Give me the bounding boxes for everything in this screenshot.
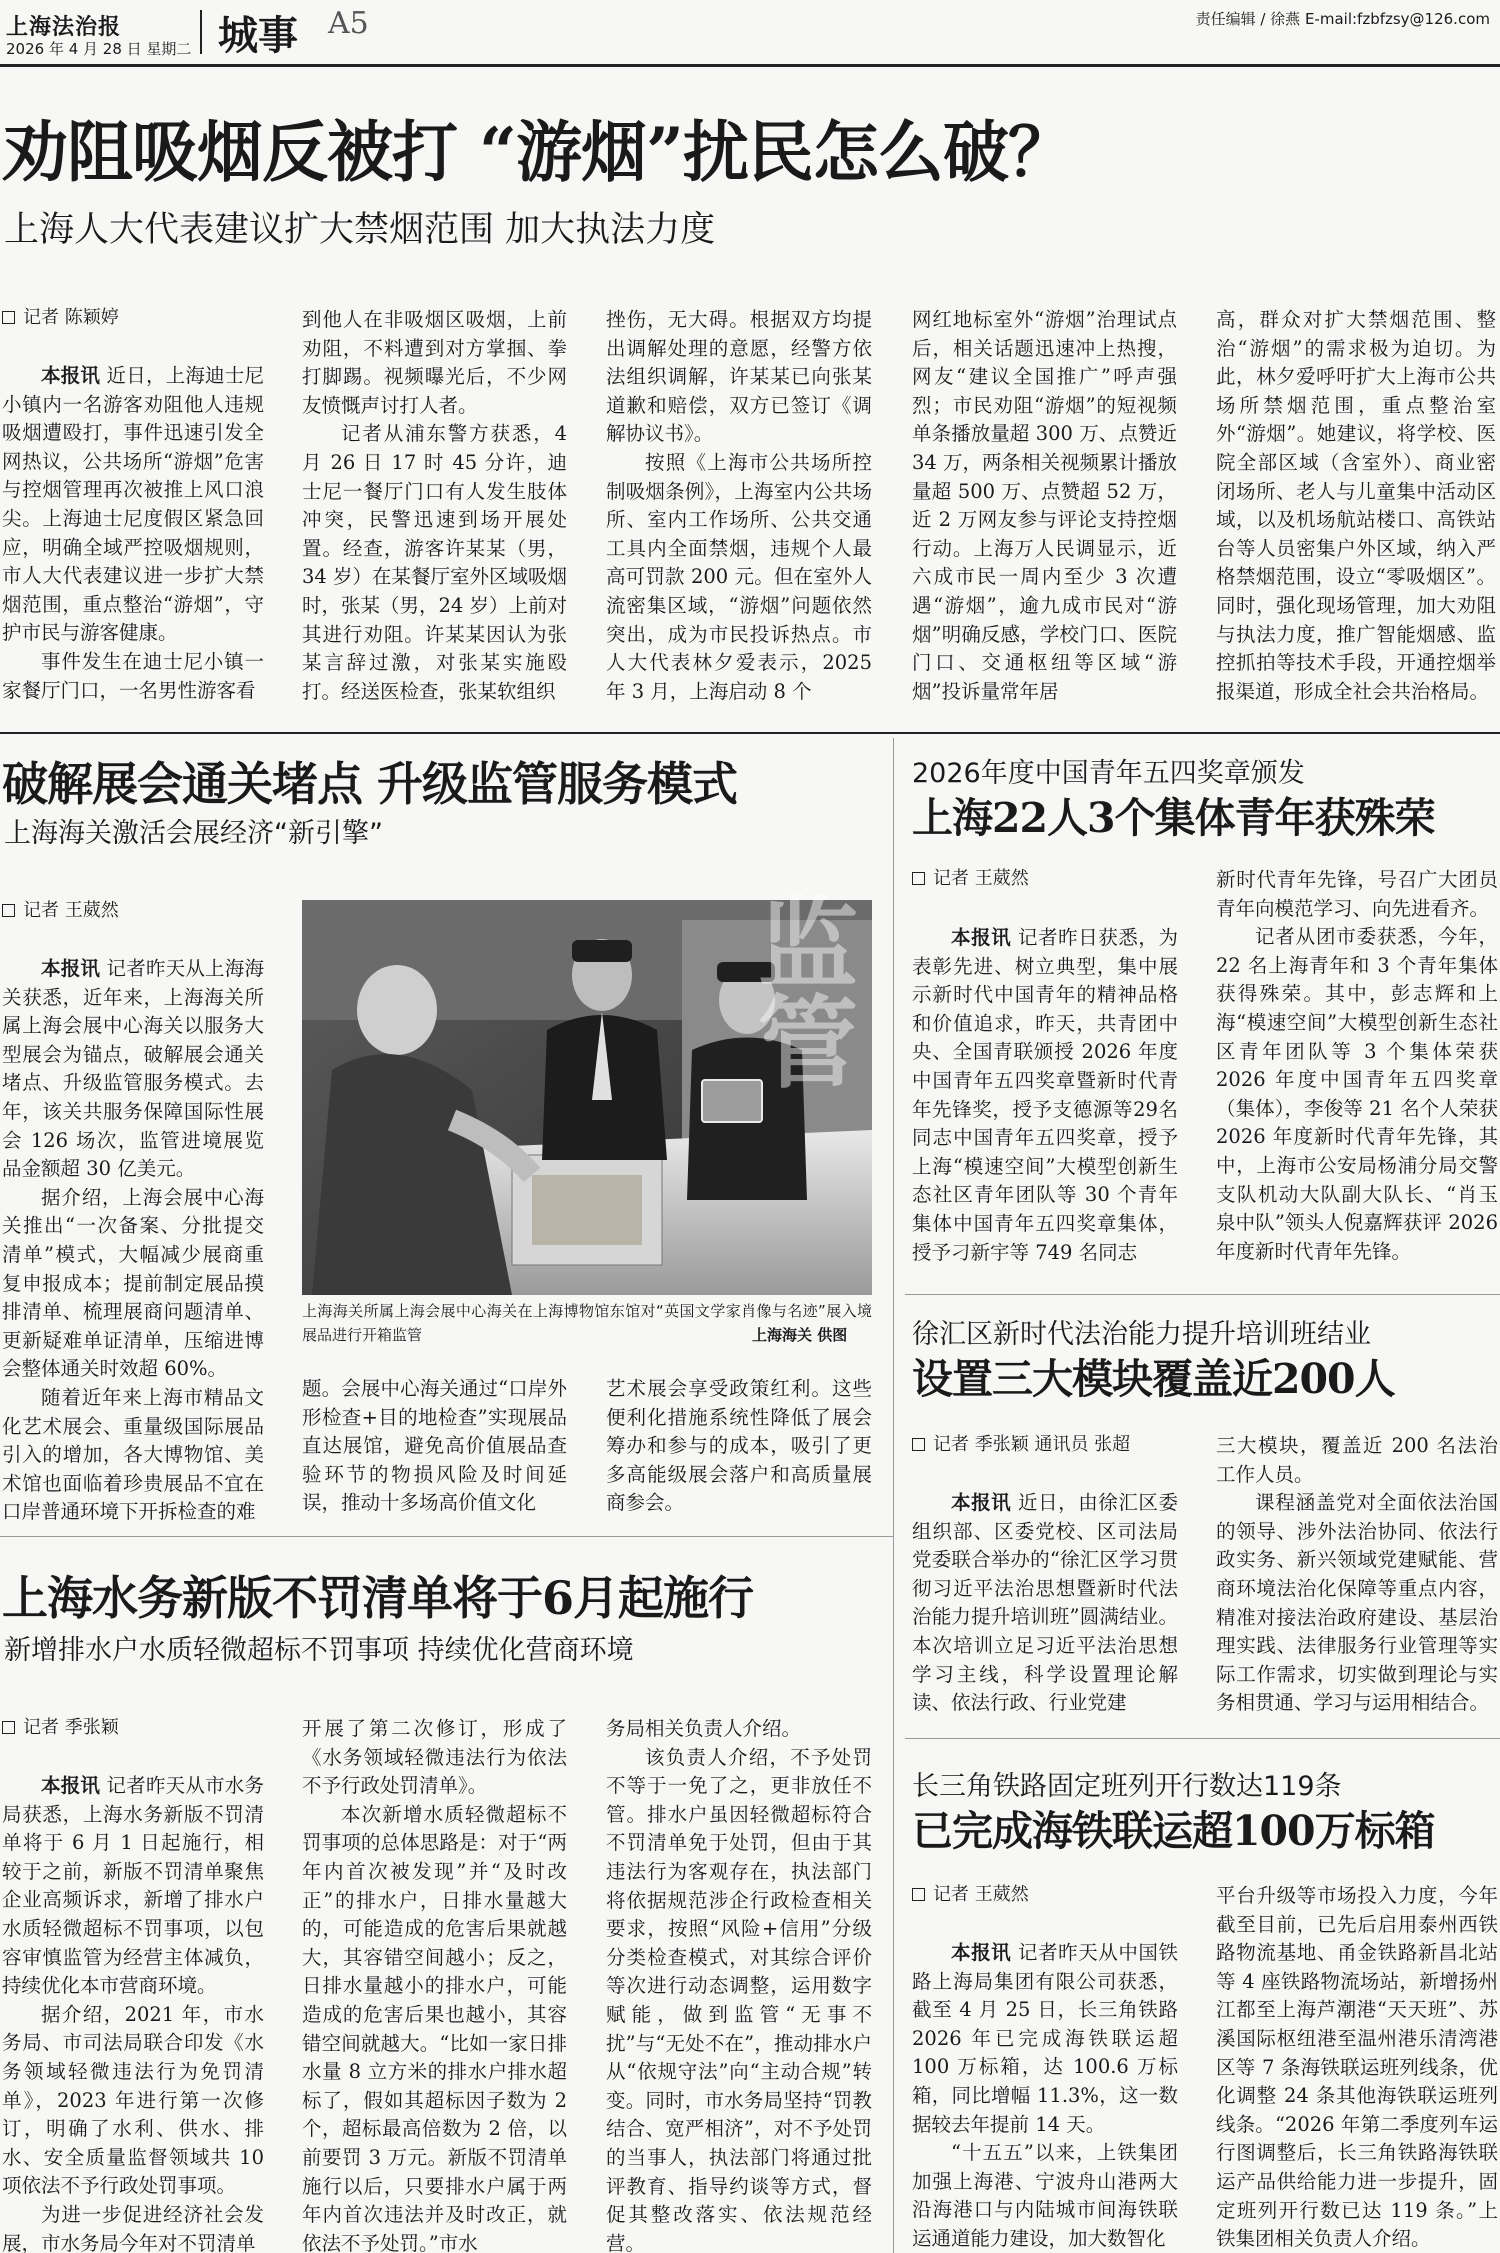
a1-byline: 记者 陈颖婷 xyxy=(2,305,119,331)
a3-bottom-rule xyxy=(905,1294,1500,1295)
a3-byline: 记者 王葳然 xyxy=(912,866,1029,892)
a5-top-rule xyxy=(0,1536,893,1537)
a6-col-2: 平台升级等市场投入力度，今年截至目前，已先后启用泰州西铁路物流基地、甬金铁路新昌北站等 4 座铁路物流场站，新增扬州江都至上海芦潮港“天天班”、苏溪国际枢纽港至温州港乐清湾港区等 7 条海铁联运班列线条，优化调整 24 条其他海铁联运班列线条。“2026 年第二季度列车运行图调整后，长三角铁路海铁联运产品供给能力进一步提升，固定班列开行数已达 119 条。”上铁集团相关负责人介绍。 xyxy=(1216,1884,1498,2251)
a4-kicker: 徐汇区新时代法治能力提升培训班结业 xyxy=(912,1319,1371,1350)
a1-bottom-rule xyxy=(0,732,1500,734)
masthead-rule xyxy=(0,64,1500,67)
a5-subtitle: 新增排水户水质轻微超标不罚事项 持续优化营商环境 xyxy=(4,1635,634,1666)
a3-title: 上海22人3个集体青年获殊荣 xyxy=(912,794,1435,842)
a2-col-3: 艺术展会享受政策红利。这些便利化措施系统性降低了展会筹办和参与的成本，吸引了更多高能级展会落户和高质量展商参会。 xyxy=(606,1377,872,1515)
a1-col-1: 本报讯 近日，上海迪士尼小镇内一名游客劝阻他人违规吸烟遭殴打，事件迅速引发全网热议，公共场所“游烟”危害与控烟管理再次被推上风口浪尖。上海迪士尼度假区紧急回应，明确全域严控吸烟规则，市人大代表建议进一步扩大禁烟范围，重点整治“游烟”，守护市民与游客健康。 事件发生在迪士尼小镇一家餐厅门口，一名男性游客看 xyxy=(2,364,264,702)
a5-byline: 记者 季张颖 xyxy=(2,1715,119,1741)
a4-col-1: 本报讯 近日，由徐汇区委组织部、区委党校、区司法局党委联合举办的“徐汇区学习贯彻习近平法治思想暨新时代法治能力提升培训班”圆满结业。本次培训立足习近平法治思想学习主线，科学设置理论解读、依法行政、行业党建 xyxy=(912,1491,1178,1715)
a3-col-2: 新时代青年先锋，号召广大团员青年向模范学习、向先进看齐。 记者从团市委获悉，今年，22 名上海青年和 3 个青年集体获得殊荣。其中，彭志辉和上海“模速空间”大模型创新生态社区青年团队等 3 个集体荣获 2026 年度中国青年五四奖章（集体），李俊等 21 名个人荣获 2026 年度新时代青年先锋，其中，上海市公安局杨浦分局交警支队机动大队副大队长、“肖玉泉中队”领头人倪嘉辉获评 2026 年度新时代青年先锋。 xyxy=(1216,868,1498,1263)
a6-byline: 记者 王葳然 xyxy=(912,1882,1029,1908)
a6-title: 已完成海铁联运超100万标箱 xyxy=(912,1807,1435,1855)
photo-caption: 上海海关所属上海会展中心海关在上海博物馆东馆对“英国文学家肖像与名迹”展入境展品进行开箱监管 xyxy=(302,1302,872,1344)
a1-subtitle: 上海人大代表建议扩大禁烟范围 加大执法力度 xyxy=(4,210,716,250)
a5-col-2: 开展了第二次修订，形成了《水务领域轻微违法行为依法不予行政处罚清单》。 本次新增水质轻微超标不罚事项的总体思路是：对于“两年内首次被发现”并“及时改正”的排水户，日排水量越大的，可能造成的危害后果就越大，其容错空间越小；反之，日排水量越小的排水户，可能造成的危害后果也越小，其容错空间就越大。“比如一家日排水量 8 立方米的排水户排水超标了，假如其超标因子数为 2 个，超标最高倍数为 2 倍，以前要罚 3 万元。新版不罚清单施行以后，只要排水户属于两年内首次违法并及时改正，就依法不予处罚。”市水 xyxy=(302,1717,567,2253)
a5-col-1: 本报讯 记者昨天从市水务局获悉，上海水务新版不罚清单将于 6 月 1 日起施行，相较于之前，新版不罚清单聚焦企业高频诉求，新增了排水户水质轻微超标不罚事项，以包容审慎监管为经营主体减负，持续优化本市营商环境。 据介绍，2021 年，市水务局、市司法局联合印发《水务领域轻微违法行为免罚清单》，2023 年进行第一次修订，明确了水利、供水、排水、安全质量监督领域共 10 项依法不予行政处罚事项。 为进一步促进经济社会发展，市水务局今年对不罚清单 xyxy=(2,1774,264,2253)
section-name: 城事 xyxy=(218,12,298,59)
editor-info: 责任编辑 / 徐燕 E-mail:fzbfzsy@126.com xyxy=(1195,10,1490,28)
byline-box-icon xyxy=(912,872,925,885)
a2-col-2: 题。会展中心海关通过“口岸外形检查+目的地检查”实现展品直达展馆，避免高价值展品查验环节的物损风险及时间延误，推动十多场高价值文化 xyxy=(302,1377,567,1515)
a1-col-5: 高，群众对扩大禁烟范围、整治“游烟”的需求极为迫切。为此，林夕爱呼吁扩大上海市公共场所禁烟范围，重点整治室外“游烟”。她建议，将学校、医院全部区域（含室外）、商业密闭场所、老人与儿童集中活动区域，以及机场航站楼口、高铁站台等人员密集户外区域，纳入严格禁烟范围，设立“零吸烟区”。同时，强化现场管理，加大劝阻与执法力度，推广智能烟感、监控抓拍等技术手段，开通控烟举报渠道，形成全社会共治格局。 xyxy=(1216,308,1496,703)
a4-byline: 记者 季张颖 通讯员 张超 xyxy=(912,1432,1130,1458)
photo-watermark: 监管 xyxy=(741,890,859,1090)
byline-box-icon xyxy=(2,904,15,917)
masthead-date: 2026 年 4 月 28 日 星期二 xyxy=(6,40,192,58)
a2-title: 破解展会通关堵点 升级监管服务模式 xyxy=(2,757,738,811)
masthead-divider xyxy=(200,10,202,54)
a6-col-1: 本报讯 记者昨天从中国铁路上海局集团有限公司获悉，截至 4 月 25 日，长三角铁路 2026 年已完成海铁联运超 100 万标箱，达 100.6 万标箱，同比增幅 11.3%，这一数据较去年提前 14 天。 “十五五”以来，上铁集团加强上海港、宁波舟山港两大沿海港口与内陆城市间海铁联运通道能力建设，加大数智化 xyxy=(912,1941,1178,2250)
a2-col-1: 本报讯 记者昨天从上海海关获悉，近年来，上海海关所属上海会展中心海关以服务大型展会为锚点，破解展会通关堵点、升级监管服务模式。去年，该关共服务保障国际性展会 126 场次，监管进境展览品金额超 30 亿美元。 据介绍，上海会展中心海关推出“一次备案、分批提交清单”模式，大幅减少展商重复申报成本；提前制定展品摸排清单、梳理展商问题清单、更新疑难单证清单，压缩进博会整体通关时效超 60%。 随着近年来上海市精品文化艺术展会、重量级国际展品引入的增加，各大博物馆、美术馆也面临着珍贵展品不宜在口岸普通环境下开拆检查的难 xyxy=(2,957,264,1524)
photo-credit: 上海海关 供图 xyxy=(752,1326,848,1344)
a3-col-1: 本报讯 记者昨日获悉，为表彰先进、树立典型，集中展示新时代中国青年的精神品格和价值追求，昨天，共青团中央、全国青联颁授 2026 年度中国青年五四奖章暨新时代青年先锋奖，授予支德源等29名同志中国青年五四奖章，授予上海“模速空间”大模型创新生态社区青年团队等 30 个青年集体中国青年五四奖章集体，授予刁新宇等 749 名同志 xyxy=(912,926,1178,1264)
masthead-logo: 上海法治报 xyxy=(6,14,122,40)
a1-col-2: 到他人在非吸烟区吸烟，上前劝阻，不料遭到对方掌掴、拳打脚踢。视频曝光后，不少网友愤慨声讨打人者。 记者从浦东警方获悉，4 月 26 日 17 时 45 分许，迪士尼一餐厅门口有人发生肢体冲突，民警迅速到场开展处置。经查，游客许某某（男，34 岁）在某餐厅室外区域吸烟时，张某（男，24 岁）上前对其进行劝阻。许某某因认为张某言辞过激，对张某实施殴打。经送医检查，张某软组织 xyxy=(302,308,568,703)
a1-lead: 本报讯 xyxy=(41,364,101,387)
a2-subtitle: 上海海关激活会展经济“新引擎” xyxy=(4,818,383,849)
a1-col-4: 网红地标室外“游烟”治理试点后，相关话题迅速冲上热搜，网友“建议全国推广”呼声强烈；市民劝阻“游烟”的短视频单条播放量超 300 万、点赞近 34 万，两条相关视频累计播放量超 500 万、点赞超 52 万，近 2 万网友参与评论支持控烟行动。上海万人民调显示，近六成市民一周内至少 3 次遭遇“游烟”，逾九成市民对“游烟”明确反感，学校门口、医院门口、交通枢纽等区域“游烟”投诉量常年居 xyxy=(912,308,1178,703)
a1-col-3: 挫伤，无大碍。根据双方均提出调解处理的意愿，经警方依法组织调解，许某某已向张某道歉和赔偿，双方已签订《调解协议书》。 按照《上海市公共场所控制吸烟条例》，上海室内公共场所、室内工作场所、公共交通工具内全面禁烟，违规个人最高可罚款 200 元。但在室外人流密集区域，“游烟”问题依然突出，成为市民投诉热点。市人大代表林夕爱表示，2025 年 3 月，上海启动 8 个 xyxy=(606,308,872,703)
a5-col-3: 务局相关负责人介绍。 该负责人介绍，不予处罚不等于一免了之，更非放任不管。排水户虽因轻微超标符合不罚清单免于处罚，但由于其违法行为客观存在，执法部门将依据规范涉企行政检查相关要求，按照“风险+信用”分级分类检查模式，对其综合评价等次进行动态调整，运用数字赋能，做到监管“无事不扰”与“无处不在”，推动排水户从“依规守法”向“主动合规”转变。同时，市水务局坚持“罚教结合、宽严相济”，对不予处罚的当事人，执法部门将通过批评教育、指导约谈等方式，督促其整改落实、依法规范经营。 xyxy=(606,1717,872,2253)
byline-box-icon xyxy=(912,1888,925,1901)
a4-title: 设置三大模块覆盖近200人 xyxy=(912,1355,1395,1403)
byline-box-icon xyxy=(2,1721,15,1734)
a6-kicker: 长三角铁路固定班列开行数达119条 xyxy=(912,1771,1342,1802)
a3-kicker: 2026年度中国青年五四奖章颁发 xyxy=(912,758,1305,789)
page-number: A5 xyxy=(328,6,369,41)
a5-title: 上海水务新版不罚清单将于6月起施行 xyxy=(2,1571,754,1625)
a4-col-2: 三大模块，覆盖近 200 名法治工作人员。 课程涵盖党对全面依法治国的领导、涉外法治协同、依法行政实务、新兴领域党建赋能、营商环境法治化保障等重点内容，精准对接法治政府建设、基层治理实践、法律服务行业管理等实际工作需求，切实做到理论与实务相贯通、学习与运用相结合。 xyxy=(1216,1434,1498,1715)
a2-byline: 记者 王葳然 xyxy=(2,898,119,924)
byline-box-icon xyxy=(2,311,15,324)
a1-title: 劝阻吸烟反被打 “游烟”扰民怎么破？ xyxy=(2,113,1073,191)
column-separator xyxy=(893,738,894,2253)
masthead xyxy=(0,0,1500,62)
byline-box-icon xyxy=(912,1438,925,1451)
a4-bottom-rule xyxy=(905,1738,1500,1739)
